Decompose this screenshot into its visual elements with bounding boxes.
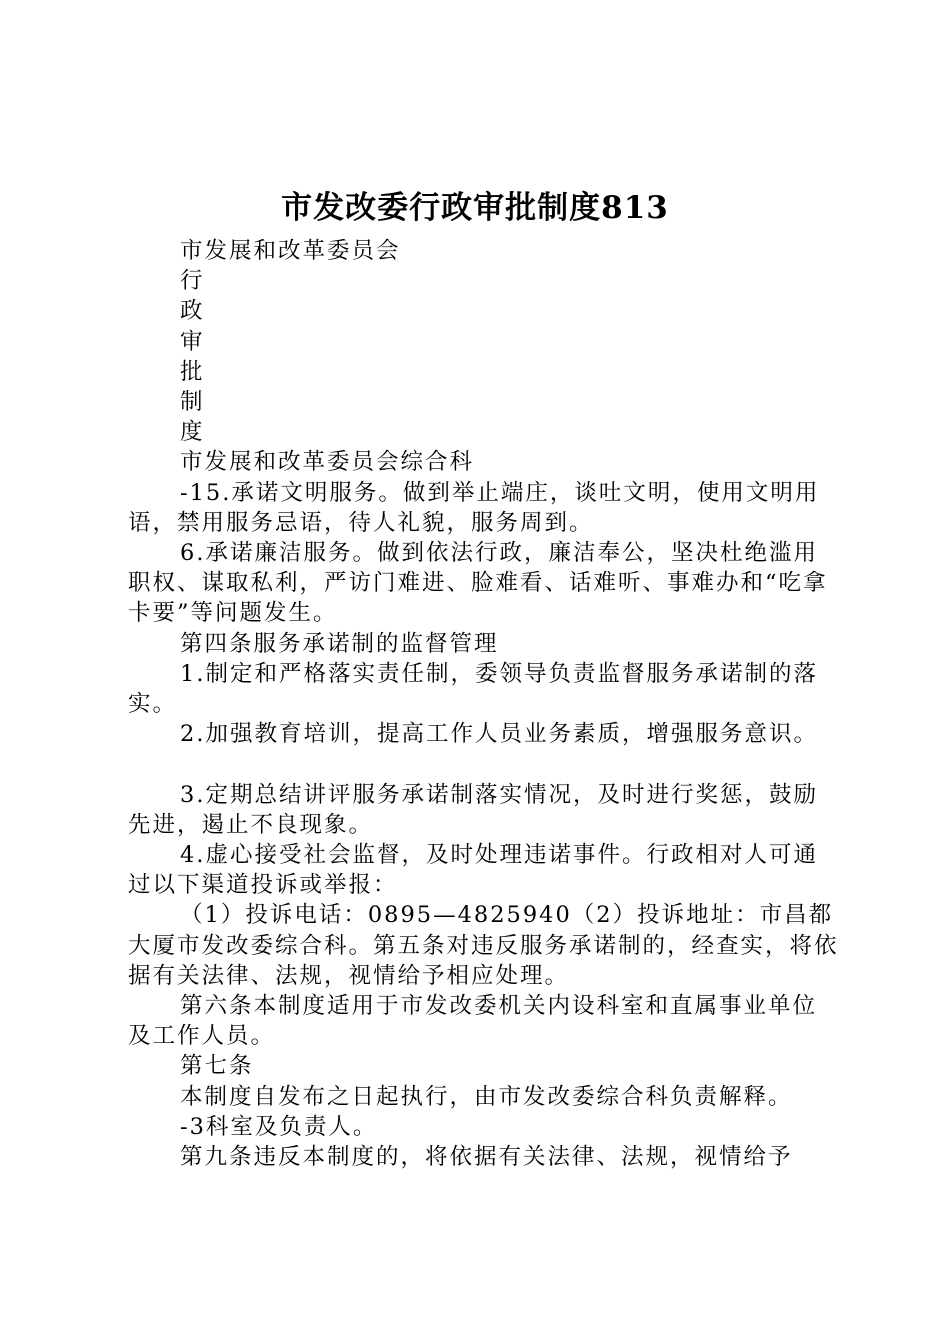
paragraph: 政	[180, 298, 205, 325]
paragraph: 1.制定和严格落实责任制，委领导负责监督服务承诺制的落实。	[128, 660, 818, 718]
section-heading: 第七条	[180, 1053, 254, 1080]
paragraph: 市发展和改革委员会	[180, 238, 401, 264]
paragraph: 市发展和改革委员会综合科	[180, 449, 475, 476]
paragraph: -15.承诺文明服务。做到举止端庄，谈吐文明，使用文明用语，禁用服务忌语，待人礼貌，服务周到。	[128, 479, 820, 536]
paragraph: 审	[180, 328, 205, 355]
paragraph: 4.虚心接受社会监督，及时处理违诺事件。行政相对人可通过以下渠道投诉或举报：	[128, 842, 818, 899]
paragraph: 批	[180, 358, 205, 385]
section-heading: 第四条服务承诺制的监督管理	[180, 630, 499, 657]
paragraph: 第六条本制度适用于市发改委机关内设科室和直属事业单位及工作人员。	[128, 993, 818, 1050]
paragraph: 2.加强教育培训，提高工作人员业务素质，增强服务意识。	[180, 721, 818, 748]
paragraph: 度	[180, 419, 205, 446]
paragraph: 制	[180, 389, 205, 416]
document-title: 市发改委行政审批制度813	[281, 190, 669, 226]
document-body	[128, 236, 840, 1172]
paragraph: 本制度自发布之日起执行，由市发改委综合科负责解释。	[180, 1083, 793, 1110]
paragraph: 3.定期总结讲评服务承诺制落实情况，及时进行奖惩，鼓励先进，遏止不良现象。	[128, 781, 818, 838]
paragraph: -3科室及负责人。	[180, 1113, 378, 1140]
paragraph: 行	[180, 268, 205, 295]
paragraph: （1）投诉电话：0895—4825940（2）投诉地址：市昌都大厦市发改委综合科。第五条对违反服务承诺制的，经查实，将依据有关法律、法规，视情给予相应处理。	[128, 902, 839, 989]
paragraph: 6.承诺廉洁服务。做到依法行政，廉洁奉公，坚决杜绝滥用职权、谋取私利，严访门难进、脸难看、话难听、事难办和“吃拿卡要”等问题发生。	[128, 540, 828, 627]
paragraph: 第九条违反本制度的，将依据有关法律、法规，视情给予	[180, 1144, 793, 1171]
